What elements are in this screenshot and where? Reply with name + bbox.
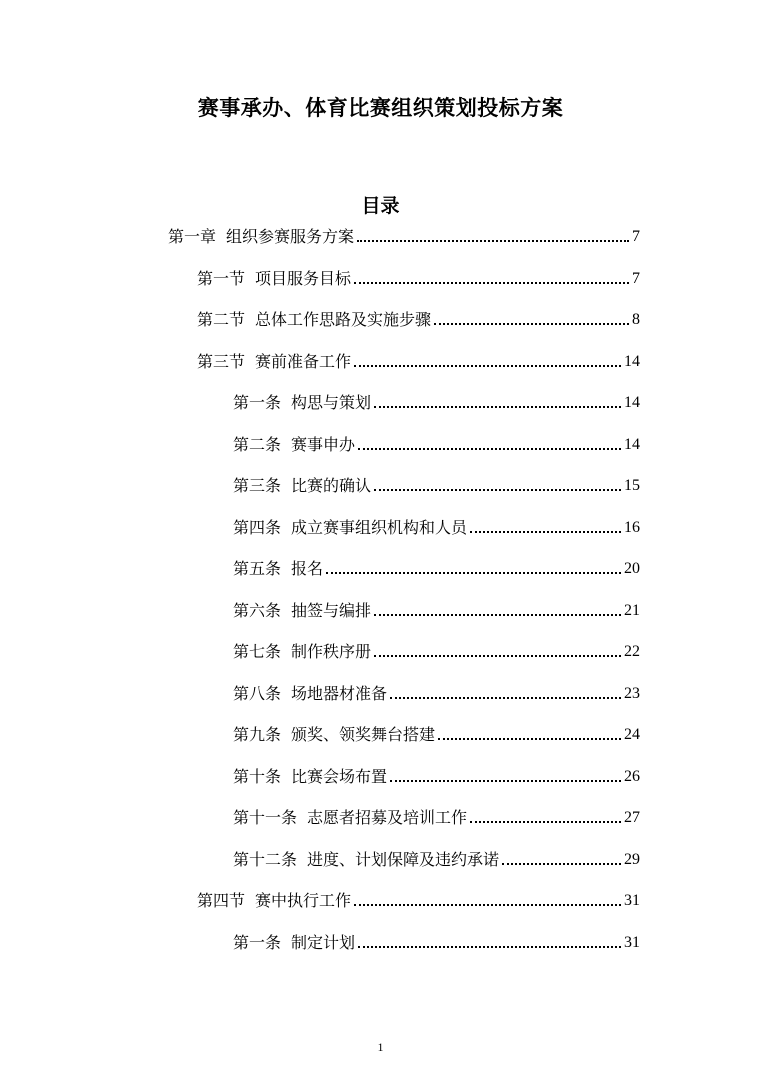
toc-dot-leader: [354, 365, 621, 367]
toc-dot-leader: [374, 655, 621, 657]
toc-dot-leader: [390, 780, 621, 782]
toc-dot-leader: [357, 240, 629, 242]
toc-entry-title: 进度、计划保障及违约承诺: [307, 850, 500, 869]
toc-entry-title: 报名: [291, 559, 324, 578]
toc-entry[interactable]: [233, 759, 640, 787]
toc-entry-title: 构思与策划: [291, 393, 372, 412]
toc-entry-page: 14: [624, 394, 640, 411]
toc-heading: 目录: [361, 195, 400, 217]
toc-entry-title: 组织参赛服务方案: [226, 227, 355, 246]
toc-entry-number: 第四条: [233, 518, 282, 537]
toc-entry[interactable]: [233, 593, 640, 621]
toc-entry-page: 23: [624, 685, 640, 702]
toc-entry-number: 第三条: [233, 476, 282, 495]
toc-entry-number: 第十条: [233, 767, 282, 786]
toc-entry-page: 8: [632, 311, 640, 328]
toc-entry-title: 赛事申办: [291, 435, 356, 454]
toc-dot-leader: [358, 946, 621, 948]
toc-dot-leader: [354, 282, 629, 284]
toc-entry[interactable]: [233, 800, 640, 828]
toc-dot-leader: [358, 448, 621, 450]
toc-entry-title: 志愿者招募及培训工作: [307, 808, 468, 827]
toc-dot-leader: [326, 572, 621, 574]
toc-entry[interactable]: [197, 261, 640, 289]
toc-entry-page: 7: [632, 228, 640, 245]
toc-entry-page: 15: [624, 477, 640, 494]
toc-entry-number: 第六条: [233, 601, 282, 620]
toc-dot-leader: [470, 531, 621, 533]
toc-dot-leader: [374, 406, 621, 408]
toc-entry-number: 第七条: [233, 642, 282, 661]
toc-entry-page: 22: [624, 643, 640, 660]
toc-entry[interactable]: [233, 842, 640, 870]
toc-entry[interactable]: [233, 925, 640, 953]
toc-dot-leader: [502, 863, 621, 865]
toc-entry-number: 第九条: [233, 725, 282, 744]
toc-entry-title: 成立赛事组织机构和人员: [291, 518, 468, 537]
toc-entry-page: 31: [624, 892, 640, 909]
toc-entry-page: 21: [624, 602, 640, 619]
toc-entry[interactable]: [233, 717, 640, 745]
toc-entry-page: 31: [624, 934, 640, 951]
toc-entry-title: 总体工作思路及实施步骤: [255, 310, 432, 329]
toc-entry-number: 第十二条: [233, 850, 298, 869]
toc-entry-page: 16: [624, 519, 640, 536]
toc-entry-number: 第一条: [233, 933, 282, 952]
toc-entry[interactable]: [233, 468, 640, 496]
toc-entry-page: 24: [624, 726, 640, 743]
toc-dot-leader: [434, 323, 629, 325]
toc-entry-title: 制定计划: [291, 933, 356, 952]
toc-entry[interactable]: [233, 676, 640, 704]
toc-entry[interactable]: [197, 302, 640, 330]
toc-dot-leader: [438, 738, 621, 740]
toc-dot-leader: [390, 697, 621, 699]
toc-entry-title: 赛中执行工作: [255, 891, 352, 910]
toc-entry-number: 第一节: [197, 269, 246, 288]
toc-entry-page: 20: [624, 560, 640, 577]
toc-entry-title: 场地器材准备: [291, 684, 388, 703]
toc-entry-title: 颁奖、领奖舞台搭建: [291, 725, 436, 744]
toc-entry[interactable]: [233, 385, 640, 413]
toc-entry-page: 27: [624, 809, 640, 826]
toc-entry-number: 第五条: [233, 559, 282, 578]
toc-entry-title: 比赛的确认: [291, 476, 372, 495]
toc-entry-page: 14: [624, 353, 640, 370]
toc-entry[interactable]: [233, 551, 640, 579]
toc-entry-page: 7: [632, 270, 640, 287]
toc-entry-number: 第一条: [233, 393, 282, 412]
toc-entry-number: 第二条: [233, 435, 282, 454]
toc-dot-leader: [374, 489, 621, 491]
toc-entry-number: 第二节: [197, 310, 246, 329]
toc-entry-number: 第三节: [197, 352, 246, 371]
toc-entry-title: 比赛会场布置: [291, 767, 388, 786]
toc-dot-leader: [374, 614, 621, 616]
toc-entry-number: 第一章: [168, 227, 217, 246]
page-number: 1: [377, 1040, 384, 1054]
toc-entry-number: 第十一条: [233, 808, 298, 827]
toc-entry-page: 29: [624, 851, 640, 868]
toc-entry[interactable]: [233, 427, 640, 455]
toc-entry-title: 项目服务目标: [255, 269, 352, 288]
document-title: 赛事承办、体育比赛组织策划投标方案: [197, 96, 564, 120]
toc-entry-number: 第八条: [233, 684, 282, 703]
toc-entry-title: 制作秩序册: [291, 642, 372, 661]
toc-entry-page: 14: [624, 436, 640, 453]
toc-entry[interactable]: [233, 634, 640, 662]
toc-entry[interactable]: [197, 344, 640, 372]
toc-dot-leader: [354, 904, 621, 906]
toc-entry[interactable]: [197, 883, 640, 911]
toc-entry-page: 26: [624, 768, 640, 785]
toc-dot-leader: [470, 821, 621, 823]
toc-entry-title: 赛前准备工作: [255, 352, 352, 371]
toc-entry-number: 第四节: [197, 891, 246, 910]
toc-entry[interactable]: [168, 219, 640, 247]
toc-entry-title: 抽签与编排: [291, 601, 372, 620]
toc-entry[interactable]: [233, 510, 640, 538]
